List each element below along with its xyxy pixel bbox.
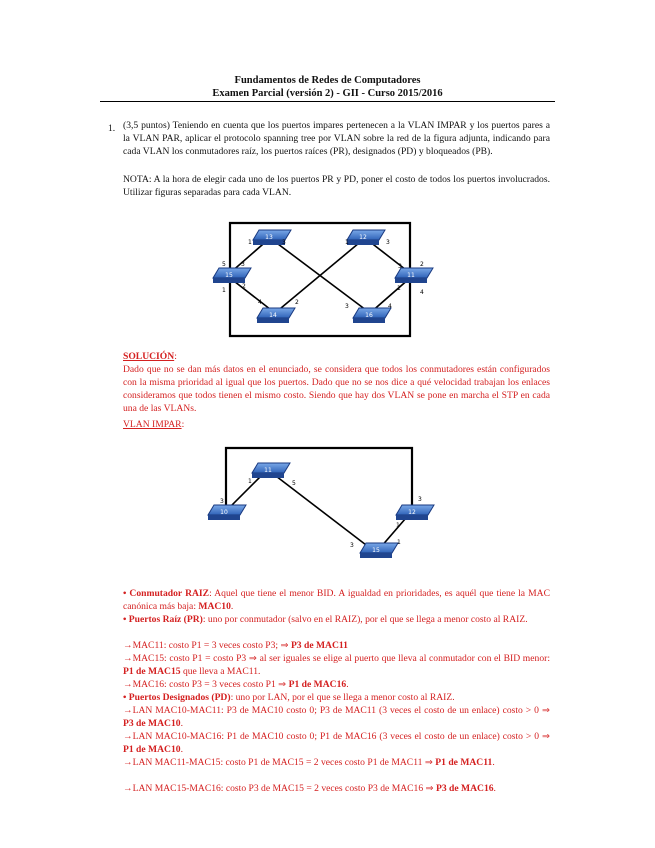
root-switch-paragraph [123, 588, 550, 614]
port-label: 1 [397, 539, 401, 546]
pd-line-value: P1 de MAC10 [123, 743, 181, 755]
pd-line-end: . [493, 783, 496, 794]
pd-label: • Puertos Designados (PD) [123, 692, 231, 703]
pr-line-value: P3 de MAC11 [290, 640, 348, 651]
svg-text:12: 12 [359, 234, 367, 241]
pr-line-text: →MAC16: costo P3 = 3 veces costo P1 ⇒ [123, 679, 289, 690]
link-14-12 [275, 238, 365, 313]
port-label: 5 [222, 261, 226, 268]
root-ports-paragraph [123, 614, 550, 627]
designated-ports-paragraph [123, 692, 550, 705]
pd-line-text: →LAN MAC15-MAC16: costo P3 de MAC15 = 2 veces costo P3 de MAC16 ⇒ [123, 783, 436, 794]
switch-11 [252, 463, 290, 478]
question-note: NOTA: A la hora de elegir cada uno de los puertos PR y PD, poner el costo de todos los puertos involucrados. Utilizar figuras separadas para cada VLAN. [123, 174, 550, 198]
svg-text:10: 10 [220, 509, 228, 516]
pr-label: • Puertos Raíz (PR) [123, 614, 203, 625]
pd-line-end: . [492, 757, 495, 768]
pr-line-value: P1 de MAC15 [123, 665, 181, 677]
port-label: 1 [345, 239, 349, 246]
header-rule [100, 101, 555, 102]
pr-line-end: . [346, 679, 349, 690]
switch-16 [353, 308, 391, 323]
port-label: 3 [350, 542, 354, 549]
pr-line [123, 640, 550, 653]
pd-line-value: P3 de MAC10 [123, 717, 181, 729]
course-title: Fundamentos de Redes de Computadores [234, 75, 421, 86]
pr-line-value: P1 de MAC16 [288, 679, 347, 690]
port-label: 3 [418, 496, 422, 503]
exam-title: Examen Parcial (versión 2) - GII - Curso 2015/2016 [212, 88, 443, 99]
svg-text:15: 15 [372, 547, 380, 554]
port-label: 2 [295, 299, 299, 306]
svg-text:16: 16 [365, 312, 373, 319]
question-text: (3,5 puntos) Teniendo en cuenta que los puertos impares pertenecen a la VLAN IMPAR y los puertos pares a la VLAN PAR, aplicar el protocolo spanning tree por VLAN sobre la red de la figura adjunta, indicando para cada VLAN los conmutadores raíz, los puertos raíces (PR), designados (PD) y bloqueados (PB). [123, 120, 550, 157]
network-figure-2 [200, 443, 435, 568]
pd-line [123, 705, 550, 731]
switch-14 [257, 308, 295, 323]
port-label: 4 [258, 299, 262, 306]
pd-line-value: P1 de MAC11 [435, 757, 493, 768]
port-label: 2 [420, 261, 424, 268]
link-11-15 [272, 473, 370, 548]
pd-line-text: →LAN MAC10-MAC11: P3 de MAC10 costo 0; P3 de MAC11 (3 veces el costo de un enlace) costo > 0 ⇒ [123, 705, 550, 716]
solution-heading: SOLUCIÓN [123, 351, 175, 362]
pd-line-text: →LAN MAC11-MAC15: costo P1 de MAC15 = 2 veces costo P1 de MAC11 ⇒ [123, 757, 436, 768]
pd-line [123, 731, 550, 757]
solution-heading-line [123, 351, 550, 364]
port-label: 3 [282, 239, 286, 246]
port-label: 3 [398, 263, 402, 270]
solution-heading-colon: : [174, 351, 177, 362]
svg-text:11: 11 [407, 272, 415, 279]
pr-line [123, 653, 550, 679]
pd-line-end: . [180, 717, 183, 729]
pd-line-end: . [180, 743, 183, 755]
solution-intro: Dado que no se dan más datos en el enunciado, se considera que todos los conmutadores están configurados con la misma prioridad al igual que los puertos. Dado que no se nos dice a qué velocidad trabajan los enlaces consideramos que todos tienen el mismo costo. Siendo que hay dos VLAN se pone en marcha el STP en cada una de las VLANs. [123, 364, 550, 414]
switch-15 [360, 543, 398, 558]
switch-11 [395, 268, 433, 283]
root-value: MAC10 [198, 600, 231, 612]
port-label: 4 [388, 303, 392, 310]
switch-10 [208, 505, 246, 520]
vlan-impar-heading: VLAN IMPAR [123, 419, 182, 430]
svg-text:11: 11 [264, 467, 272, 474]
switch-15 [213, 268, 251, 283]
pd-line [123, 757, 550, 770]
switch-12 [396, 505, 434, 520]
port-label: 1 [248, 239, 252, 246]
port-label: 3 [345, 303, 349, 310]
svg-text:14: 14 [269, 312, 277, 319]
port-label: 5 [292, 480, 296, 487]
switch-12 [347, 230, 385, 245]
question-number: 1. [108, 123, 116, 134]
pd-line-text: →LAN MAC10-MAC16: P1 de MAC10 costo 0; P1 de MAC16 (3 veces el costo de un enlace) costo > 0 ⇒ [123, 731, 550, 742]
pd-text: : uno por LAN, por el que se llega a menor costo al RAIZ. [230, 692, 455, 703]
port-label: 1 [248, 478, 252, 485]
pr-line [123, 679, 550, 692]
port-label: 3 [220, 498, 224, 505]
root-text: : Aquel que tiene el menor BID. A igualdad en prioridades, es aquél que tiene la MAC canónica más baja: [123, 588, 550, 612]
svg-text:13: 13 [265, 234, 273, 241]
pr-text: : uno por conmutador (salvo en el RAIZ), por el que se llega a menor costo al RAIZ. [202, 614, 528, 625]
pr-line-end: que lleva a MAC11. [180, 665, 261, 677]
root-end: . [230, 600, 234, 612]
port-label: 4 [420, 289, 424, 296]
port-label: 2 [242, 283, 246, 290]
pr-line-text: →MAC15: costo P1 = costo P3 ⇒ al ser iguales se elige al puerto que lleva al conmutador con el BID menor: [123, 653, 550, 664]
port-label: 3 [241, 261, 245, 268]
network-figure-1 [205, 218, 440, 348]
port-label: 1 [397, 285, 401, 292]
svg-text:12: 12 [408, 509, 416, 516]
port-label: 1 [396, 522, 400, 529]
port-label: 1 [222, 287, 226, 294]
vlan-impar-colon: : [181, 419, 185, 430]
pd-line-value: P3 de MAC16 [435, 783, 494, 794]
pr-line-text: →MAC11: costo P1 = 3 veces costo P3; ⇒ [123, 640, 291, 651]
vlan-impar-heading-line [123, 419, 550, 432]
pd-line [123, 783, 550, 796]
root-label: • Conmutador RAIZ [123, 588, 210, 599]
port-label: 3 [386, 239, 390, 246]
svg-text:15: 15 [225, 272, 233, 279]
